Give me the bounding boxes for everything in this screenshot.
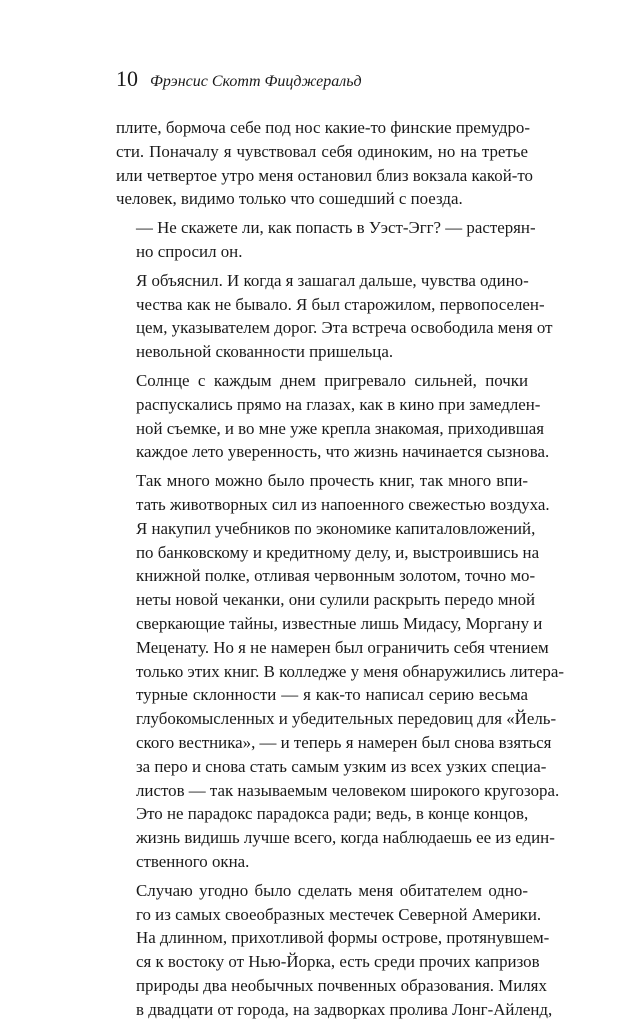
text-line: — Не скажете ли, как попасть в Уэст-Эгг? — растерян- bbox=[136, 218, 536, 238]
paragraph bbox=[116, 116, 533, 211]
text-line: Случаю угодно было сделать меня обитателем одно- bbox=[136, 880, 528, 900]
text-line: цем, указывателем дорог. Эта встреча освободила меня от bbox=[136, 318, 553, 338]
page-number: 10 bbox=[116, 66, 138, 91]
text-line: жизнь видишь лучше всего, когда наблюдаешь ее из един- bbox=[136, 828, 555, 848]
text-line: го из самых своеобразных местечек Северной Америки. bbox=[136, 904, 542, 924]
text-line: сверкающие тайны, известные лишь Мидасу, Моргану и bbox=[136, 613, 543, 633]
text-line: сти. Поначалу я чувствовал себя одиноким, но на третье bbox=[116, 141, 528, 161]
text-line: тать животворных сил из напоенного свежестью воздуха. bbox=[136, 494, 550, 514]
text-line: за перо и снова стать самым узким из всех узких специа- bbox=[136, 756, 547, 776]
running-head bbox=[116, 66, 528, 102]
paragraph bbox=[116, 469, 564, 874]
book-page bbox=[116, 66, 564, 1026]
text-line: Меценату. Но я не намерен был ограничить себя чтением bbox=[136, 637, 549, 657]
text-line: распускались прямо на глазах, как в кино при замедлен- bbox=[136, 394, 541, 414]
body-text bbox=[116, 116, 564, 1021]
text-line: Я накупил учебников по экономике капиталовложений, bbox=[136, 518, 536, 538]
text-line: ной съемке, и во мне уже крепла знакомая, приходившая bbox=[136, 418, 544, 438]
text-line: или четвертое утро меня остановил близ вокзала какой-то bbox=[116, 165, 533, 185]
text-line: неты новой чеканки, они сулили раскрыть передо мной bbox=[136, 590, 536, 610]
paragraph bbox=[116, 269, 553, 364]
text-line: Это не парадокс парадокса ради; ведь, в конце концов, bbox=[136, 804, 529, 824]
text-line: каждое лето уверенность, что жизнь начинается сызнова. bbox=[136, 442, 550, 462]
text-line: глубокомысленных и убедительных передовиц для «Йель- bbox=[136, 709, 557, 729]
paragraph bbox=[116, 369, 550, 464]
paragraph bbox=[116, 216, 536, 264]
text-line: Я объяснил. И когда я зашагал дальше, чувства одино- bbox=[136, 270, 529, 290]
text-line: невольной скованности пришельца. bbox=[136, 342, 394, 362]
text-line: ся к востоку от Нью-Йорка, есть среди прочих капризов bbox=[136, 952, 540, 972]
running-title: Фрэнсис Скотт Фицджеральд bbox=[150, 73, 362, 90]
text-line: турные склонности — я как-то написал серию весьма bbox=[136, 685, 528, 705]
paragraph bbox=[116, 879, 553, 1022]
text-line: в двадцати от города, на задворках пролива Лонг-Айленд, bbox=[136, 999, 553, 1019]
text-line: по банковскому и кредитному делу, и, выстроившись на bbox=[136, 542, 540, 562]
text-line: только этих книг. В колледже у меня обнаружились литера- bbox=[136, 661, 564, 681]
text-line: но спросил он. bbox=[136, 241, 243, 261]
text-line: Солнце с каждым днем пригревало сильней, почки bbox=[136, 370, 528, 390]
text-line: человек, видимо только что сошедший с поезда. bbox=[116, 189, 463, 209]
text-line: ственного окна. bbox=[136, 851, 250, 871]
text-line: природы два необычных почвенных образования. Милях bbox=[136, 975, 547, 995]
text-line: ского вестника», — и теперь я намерен был снова взяться bbox=[136, 732, 552, 752]
text-line: листов — так называемым человеком широкого кругозора. bbox=[136, 780, 560, 800]
text-line: книжной полке, отливая червонным золотом, точно мо- bbox=[136, 566, 536, 586]
text-line: плите, бормоча себе под нос какие-то финские премудро- bbox=[116, 118, 530, 137]
text-line: На длинном, прихотливой формы острове, протянувшем- bbox=[136, 928, 550, 948]
text-line: Так много можно было прочесть книг, так много впи- bbox=[136, 471, 528, 491]
text-line: чества как не бывало. Я был старожилом, первопоселен- bbox=[136, 294, 545, 314]
